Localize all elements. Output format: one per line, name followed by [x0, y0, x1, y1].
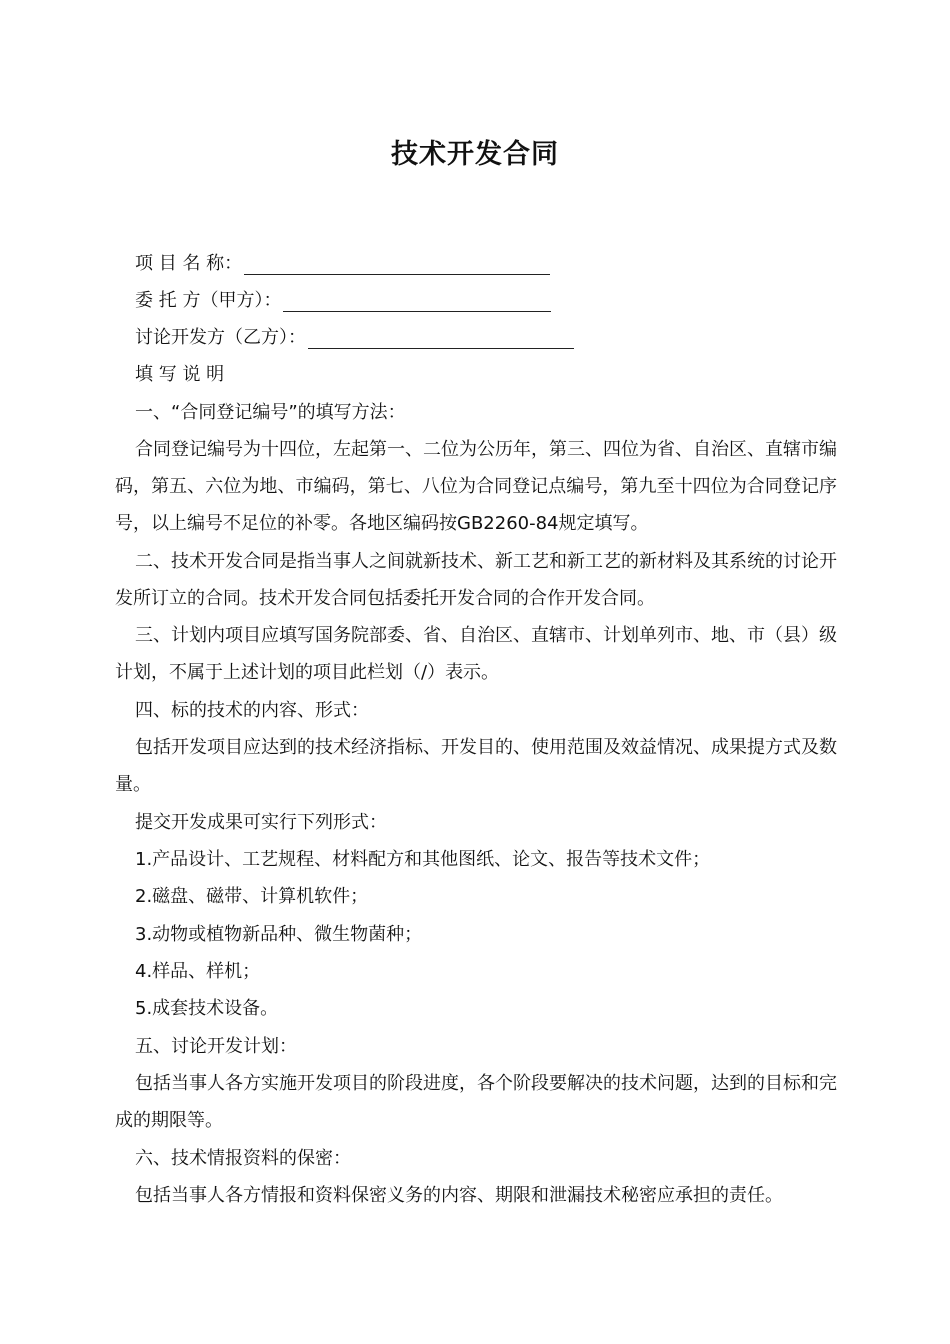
project-name-blank[interactable]: [244, 252, 550, 275]
instructions-heading: 填 写 说 明: [135, 364, 225, 385]
developer-row: [135, 319, 574, 356]
list-item: 5.成套技术设备。: [135, 998, 279, 1019]
list-item: 1.产品设计、工艺规程、材料配方和其他图纸、论文、报告等技术文件；: [135, 849, 711, 870]
section-2-body: 二、技术开发合同是指当事人之间就新技术、新工艺和新工艺的新材料及其系统的讨论开发所订立的合同。技术开发合同包括委托开发合同的合作开发合同。: [115, 551, 837, 609]
client-blank[interactable]: [283, 289, 551, 312]
section-1-heading: 一、“合同登记编号”的填写方法：: [135, 402, 406, 423]
section-6-body: 包括当事人各方情报和资料保密义务的内容、期限和泄漏技术秘密应承担的责任。: [135, 1185, 783, 1206]
section-5-body: 包括当事人各方实施开发项目的阶段进度，各个阶段要解决的技术问题，达到的目标和完成的期限等。: [115, 1073, 837, 1131]
section-1-body: 合同登记编号为十四位，左起第一、二位为公历年，第三、四位为省、自治区、直辖市编码，第五、六位为地、市编码，第七、八位为合同登记点编号，第九至十四位为合同登记序号，以上编号不足位的补零。各地区编码按GB2260-84规定填写。: [115, 439, 837, 534]
section-6-heading: 六、技术情报资料的保密：: [135, 1148, 351, 1169]
list-item: 3.动物或植物新品种、微生物菌种；: [135, 924, 423, 945]
project-name-label: 项 目 名 称：: [135, 253, 243, 274]
section-4-body: 包括开发项目应达到的技术经济指标、开发目的、使用范围及效益情况、成果提方式及数量。: [115, 737, 837, 795]
project-name-row: [135, 245, 550, 282]
forms-intro: 提交开发成果可实行下列形式：: [135, 812, 387, 833]
section-3-body: 三、计划内项目应填写国务院部委、省、自治区、直辖市、计划单列市、地、市（县）级计划，不属于上述计划的项目此栏划（/）表示。: [115, 625, 837, 683]
developer-label: 讨论开发方（乙方）：: [135, 327, 306, 348]
document-title: 技术开发合同: [391, 139, 559, 170]
section-4-heading: 四、标的技术的内容、形式：: [135, 700, 369, 721]
developer-blank[interactable]: [308, 326, 574, 349]
section-5-heading: 五、讨论开发计划：: [135, 1036, 297, 1057]
list-item: 2.磁盘、磁带、计算机软件；: [135, 886, 369, 907]
client-row: [135, 282, 551, 319]
list-item: 4.样品、样机；: [135, 961, 261, 982]
client-label: 委 托 方（甲方）：: [135, 290, 282, 311]
